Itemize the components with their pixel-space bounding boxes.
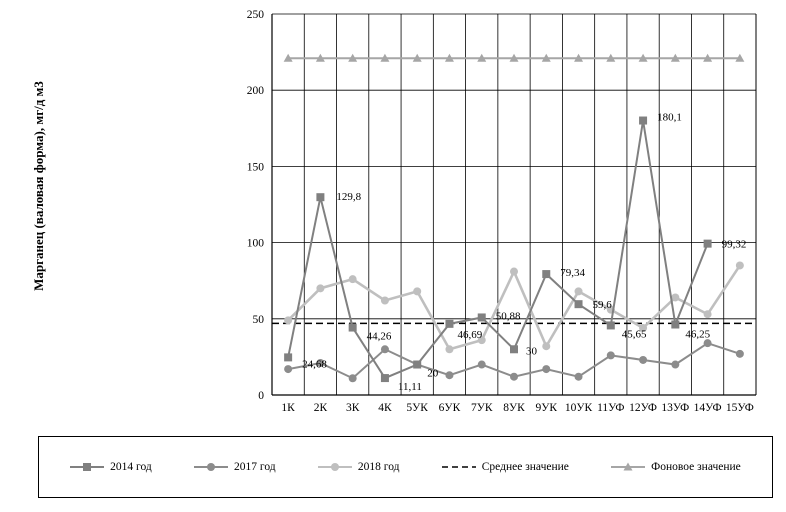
data-point-marker — [445, 320, 453, 328]
data-point-marker — [671, 361, 679, 369]
x-tick-label: 5УК — [406, 402, 428, 414]
x-tick-label: 10УК — [564, 402, 593, 414]
x-tick-label: 1К — [281, 402, 295, 414]
x-tick-label: 12УФ — [629, 402, 658, 414]
legend-marker-circle — [194, 460, 228, 474]
data-point-marker — [413, 287, 421, 295]
data-point-marker — [704, 310, 712, 318]
data-point-marker — [736, 350, 744, 358]
data-point-marker — [478, 361, 486, 369]
data-point-marker — [316, 284, 324, 292]
data-point-marker — [671, 321, 679, 329]
legend-marker-triangle — [611, 460, 645, 474]
x-tick-label: 11УФ — [597, 402, 625, 414]
data-point-marker — [349, 374, 357, 382]
data-point-marker — [542, 365, 550, 373]
data-label: 59,6 — [592, 299, 612, 312]
x-tick-label: 2К — [313, 402, 328, 414]
data-label: 180,1 — [657, 111, 682, 124]
series-4 — [284, 54, 745, 62]
legend-label: 2018 год — [357, 461, 400, 473]
data-point-marker — [381, 374, 389, 382]
data-label: 46,69 — [457, 328, 483, 341]
data-point-marker — [207, 463, 215, 471]
data-point-marker — [607, 351, 615, 359]
data-point-marker — [510, 373, 518, 381]
data-point-marker — [413, 361, 421, 369]
data-label: 45,65 — [621, 328, 647, 341]
y-tick-label: 250 — [246, 9, 264, 21]
legend-item — [318, 460, 400, 474]
data-point-marker — [445, 371, 453, 379]
data-point-marker — [83, 463, 91, 471]
legend-item — [611, 460, 741, 474]
data-label: 20 — [427, 367, 439, 380]
legend-marker-square — [70, 460, 104, 474]
series-3 — [284, 261, 744, 353]
data-point-marker — [542, 342, 550, 350]
data-point-marker — [478, 313, 486, 321]
data-point-marker — [381, 345, 389, 353]
data-point-marker — [575, 300, 583, 308]
x-tick-label: 7УК — [470, 402, 493, 414]
data-label: 11,11 — [397, 381, 422, 394]
y-tick-label: 150 — [246, 161, 264, 174]
data-point-marker — [639, 117, 647, 125]
legend-item — [194, 460, 276, 474]
data-point-marker — [316, 193, 324, 201]
x-tick-label: 15УФ — [725, 402, 754, 414]
data-point-marker — [284, 365, 292, 373]
data-point-marker — [607, 321, 615, 329]
data-point-marker — [445, 345, 453, 353]
data-point-marker — [542, 270, 550, 278]
data-point-marker — [510, 268, 518, 276]
x-tick-label: 6УК — [438, 402, 461, 414]
x-tick-label: 8УК — [503, 402, 525, 414]
y-tick-label: 100 — [246, 237, 264, 250]
data-point-marker — [510, 345, 518, 353]
data-point-marker — [284, 353, 292, 361]
x-tick-label: 4К — [378, 402, 392, 414]
data-label: 30 — [526, 345, 537, 358]
data-label: 46,25 — [685, 328, 711, 341]
y-axis-title: Марганец (валовая форма), мг/д м3 — [31, 81, 46, 291]
data-point-marker — [381, 297, 389, 305]
data-point-marker — [736, 261, 744, 269]
y-tick-label: 200 — [246, 85, 264, 98]
legend-label: Фоновое значение — [651, 461, 741, 473]
legend-label: Среднее значение — [481, 461, 569, 473]
data-label: 129,8 — [336, 191, 362, 204]
data-point-marker — [575, 287, 583, 295]
data-point-marker — [284, 316, 292, 324]
data-label: 44,26 — [366, 330, 392, 343]
legend-label: 2014 год — [110, 461, 152, 473]
data-point-marker — [639, 356, 647, 364]
chart-legend — [38, 436, 773, 498]
data-point-marker — [575, 373, 583, 381]
legend-item — [442, 460, 569, 474]
legend-marker-circle — [318, 460, 352, 474]
data-label: 99,32 — [721, 238, 747, 251]
x-tick-label: 14УФ — [693, 402, 722, 414]
data-point-marker — [331, 463, 339, 471]
data-label: 50,88 — [495, 310, 521, 323]
legend-item — [70, 460, 152, 474]
y-tick-label: 50 — [252, 313, 264, 326]
data-point-marker — [349, 275, 357, 283]
data-label: 79,34 — [560, 267, 586, 280]
legend-marker-dashed-line — [442, 460, 476, 474]
x-tick-label: 9УК — [535, 402, 558, 414]
legend-label: 2017 год — [234, 461, 276, 473]
data-point-marker — [704, 240, 712, 248]
x-tick-label: 3К — [345, 402, 360, 414]
x-tick-label: 13УФ — [661, 402, 690, 414]
data-label: 24,68 — [302, 358, 327, 371]
y-tick-label: 0 — [258, 390, 264, 402]
data-point-marker — [349, 324, 357, 332]
data-point-marker — [671, 293, 679, 301]
